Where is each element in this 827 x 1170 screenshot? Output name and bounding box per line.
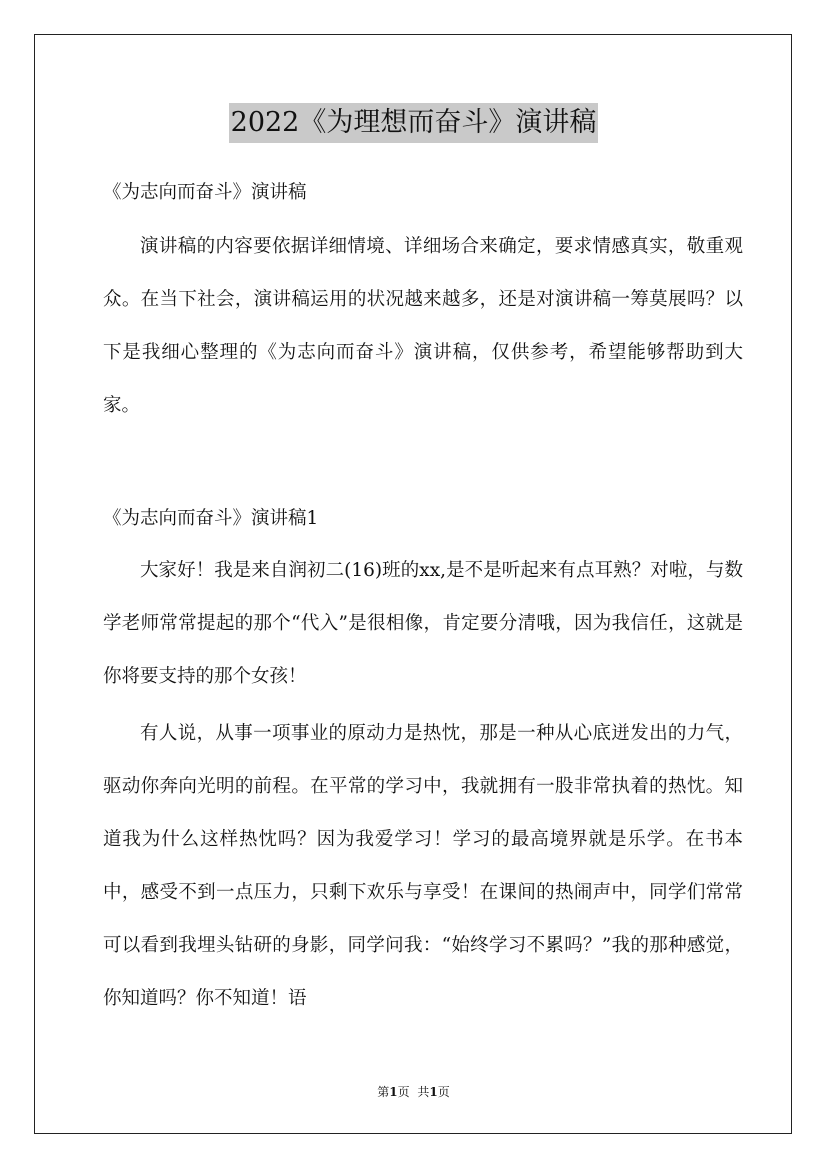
intro-paragraph: 演讲稿的内容要依据详细情境、详细场合来确定，要求情感真实，敬重观众。在当下社会，演讲稿运用的状况越来越多，还是对演讲稿一筹莫展吗？以下是我细心整理的《为志向而奋斗》演讲稿，仅供参考，希望能够帮助到大家。	[103, 236, 743, 416]
footer-total-suffix: 页	[437, 1085, 450, 1099]
footer-page-number: 1	[389, 1085, 398, 1099]
footer-page-suffix: 页	[397, 1085, 410, 1099]
footer-total-number: 1	[429, 1085, 438, 1099]
footer-page-prefix: 第	[377, 1085, 390, 1099]
intro-heading: 《为志向而奋斗》演讲稿	[103, 182, 307, 203]
section-heading-1: 《为志向而奋斗》演讲稿1	[103, 508, 319, 529]
paragraph-1: 大家好！我是来自润初二(16)班的xx,是不是听起来有点耳熟？对啦，与数学老师常常提起的那个“代入”是很相像，肯定要分清哦，因为我信任，这就是你将要支持的那个女孩！	[103, 560, 743, 687]
paragraph-2: 有人说，从事一项事业的原动力是热忱，那是一种从心底迸发出的力气，驱动你奔向光明的前程。在平常的学习中，我就拥有一股非常执着的热忱。知道我为什么这样热忱吗？因为我爱学习！学习的最高境界就是乐学。在书本中，感受不到一点压力，只剩下欢乐与享受！在课间的热闹声中，同学们常常可以看到我埋头钻研的身影，同学问我：“始终学习不累吗？”我的那种感觉，你知道吗？你不知道！语	[103, 723, 743, 1009]
document-title: 2022《为理想而奋斗》演讲稿	[229, 103, 599, 143]
document-title-wrapper	[0, 103, 827, 146]
footer-total-prefix: 共	[417, 1085, 430, 1099]
page-footer	[0, 1082, 827, 1102]
